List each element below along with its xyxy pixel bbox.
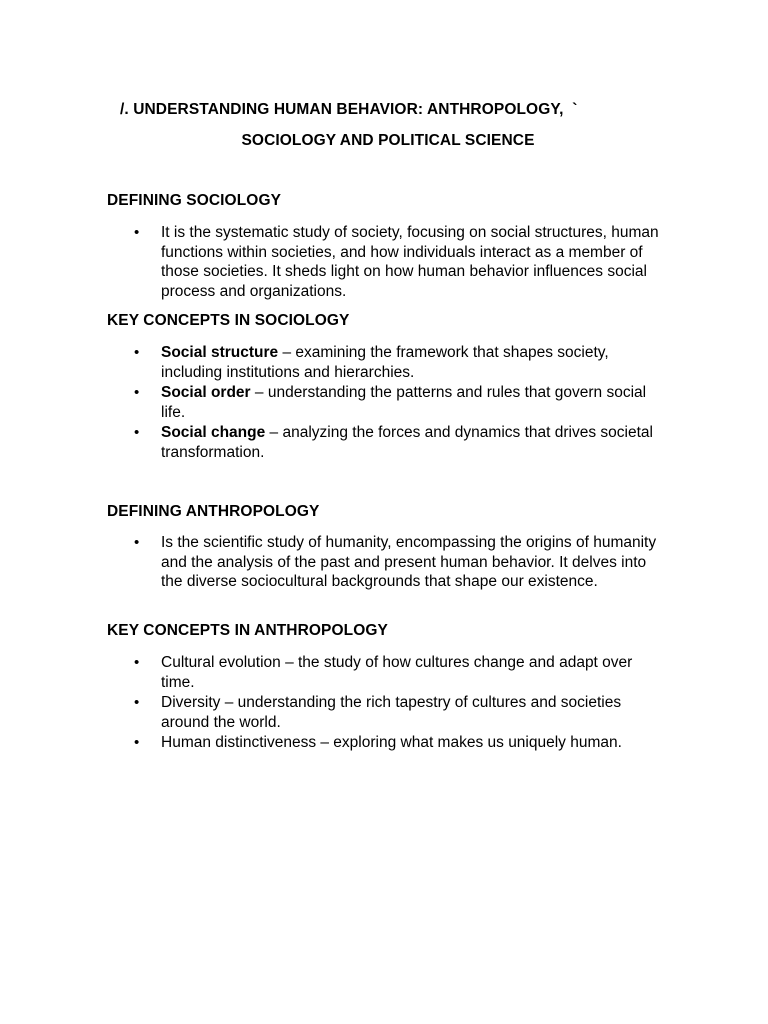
list-item-text: Is the scientific study of humanity, encompassing the origins of humanity and the analysis of the past and present human behavior. It delves into the diverse sociocultural backgrounds that shape our existence.: [161, 534, 657, 590]
list-item: [0, 533, 666, 592]
list-item: [0, 693, 666, 732]
list-item-text: Cultural evolution – the study of how cultures change and adapt over time.: [161, 654, 633, 691]
section-heading-defining-sociology: DEFINING SOCIOLOGY: [107, 192, 282, 209]
list-item: [0, 343, 666, 382]
bullet-icon: •: [134, 224, 140, 241]
key-concepts-sociology-list: [0, 343, 768, 463]
bullet-icon: •: [134, 424, 140, 441]
list-item: [0, 383, 666, 422]
list-item-text: – examining the framework that shapes society, including institutions and hierarchies.: [161, 344, 609, 381]
list-item: [0, 223, 666, 301]
page-title-line-1: /. UNDERSTANDING HUMAN BEHAVIOR: ANTHROPOLOGY, `: [120, 101, 578, 118]
key-concepts-anthropology-list: [0, 653, 768, 754]
list-item-term: Social order: [161, 384, 251, 401]
list-item-term: Social change: [161, 424, 266, 441]
list-item-text: Human distinctiveness – exploring what makes us uniquely human.: [161, 734, 622, 751]
section-heading-key-concepts-anthropology: KEY CONCEPTS IN ANTHROPOLOGY: [107, 622, 388, 639]
list-item-text: It is the systematic study of society, focusing on social structures, human functions within societies, and how individuals interact as a member of those societies. It sheds light on how human behavior influences social process and organizations.: [161, 224, 659, 300]
defining-sociology-list: [0, 223, 768, 302]
bullet-icon: •: [134, 734, 140, 751]
list-item-term: Social structure: [161, 344, 279, 361]
list-item-text: Diversity – understanding the rich tapestry of cultures and societies around the world.: [161, 694, 622, 731]
page-title-line-2: SOCIOLOGY AND POLITICAL SCIENCE: [241, 132, 535, 149]
bullet-icon: •: [134, 534, 140, 551]
bullet-icon: •: [134, 694, 140, 711]
list-item: [0, 733, 666, 753]
bullet-icon: •: [134, 654, 140, 671]
bullet-icon: •: [134, 384, 140, 401]
list-item-text: – analyzing the forces and dynamics that drives societal transformation.: [161, 424, 653, 461]
defining-anthropology-list: [0, 533, 768, 593]
bullet-icon: •: [134, 344, 140, 361]
list-item-text: – understanding the patterns and rules that govern social life.: [161, 384, 647, 421]
list-item: [0, 423, 666, 462]
list-item: [0, 653, 666, 692]
section-heading-key-concepts-sociology: KEY CONCEPTS IN SOCIOLOGY: [107, 312, 350, 329]
section-heading-defining-anthropology: DEFINING ANTHROPOLOGY: [107, 503, 320, 520]
